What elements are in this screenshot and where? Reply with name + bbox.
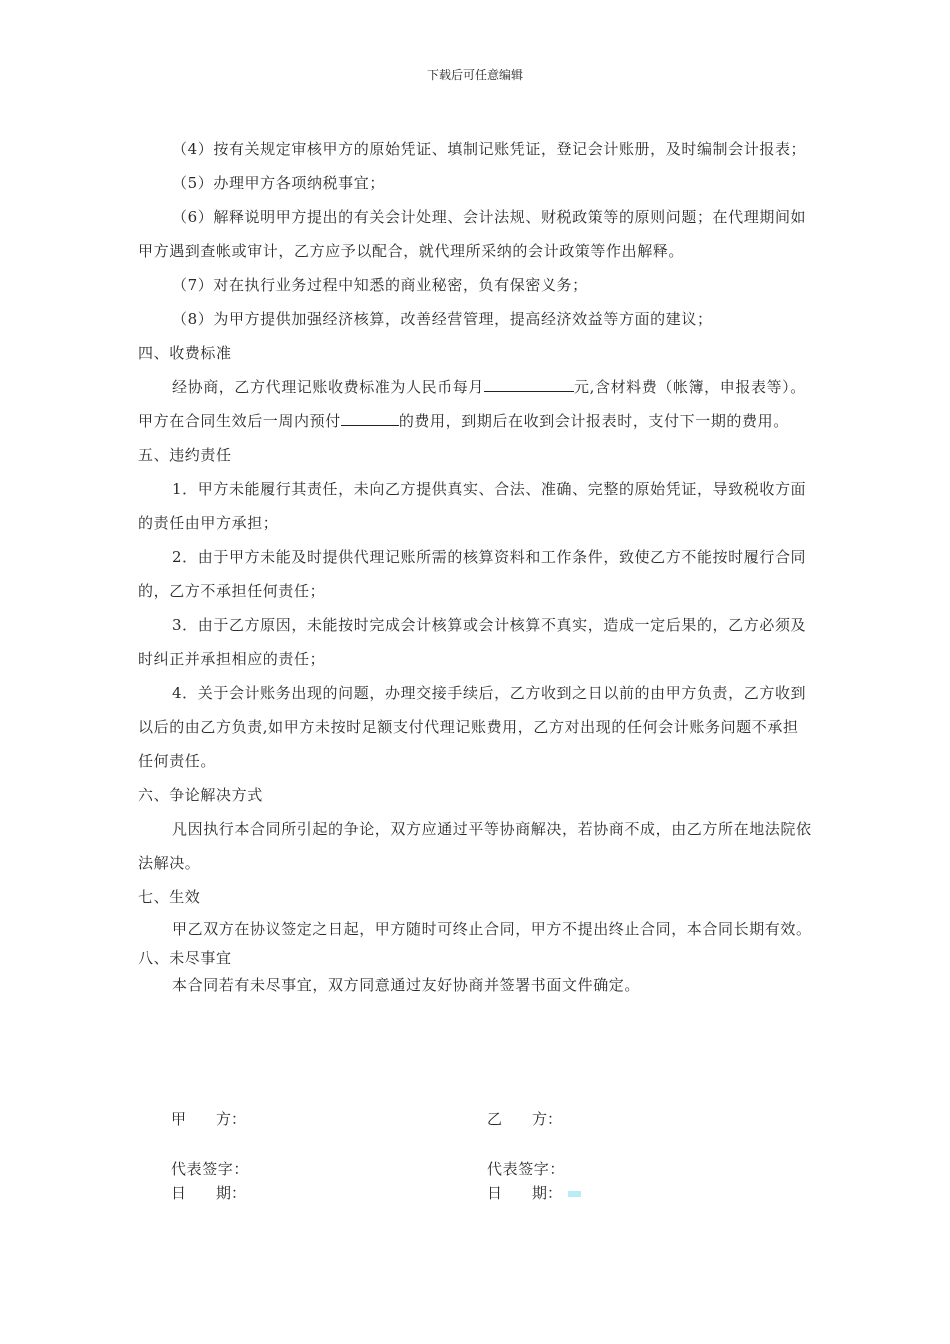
dispute-clause: 凡因执行本合同所引起的争论，双方应通过平等协商解决，若协商不成，由乙方所在地法院依法解决。 [138,820,812,872]
party-a-label: 甲 方： [171,1110,247,1128]
highlight-mark [568,1191,581,1197]
party-a-date-label: 日 期： [171,1184,247,1202]
party-b-label: 乙 方： [487,1110,563,1128]
clause-item-8: （8）为甲方提供加强经济核算，改善经营管理，提高经济效益等方面的建议； [172,310,713,328]
misc-clause: 本合同若有未尽事宜，双方同意通过友好协商并签署书面文件确定。 [172,976,641,994]
party-a-rep-label: 代表签字： [171,1160,250,1178]
breach-clause-1: 1．甲方未能履行其责任，未向乙方提供真实、合法、准确、完整的原始凭证，导致税收方面的责任由甲方承担； [138,480,807,532]
breach-clause-2: 2．由于甲方未能及时提供代理记账所需的核算资料和工作条件，致使乙方不能按时履行合同的，乙方不承担任何责任； [138,548,807,600]
contract-body [138,132,813,999]
clause-item-5: （5）办理甲方各项纳税事宜； [172,174,385,192]
section-8-title: 八、未尽事宜 [138,949,232,967]
breach-clause-3: 3．由于乙方原因，未能按时完成会计核算或会计核算不真实，造成一定后果的，乙方必须及时纠正并承担相应的责任； [138,616,807,668]
effect-clause: 甲乙双方在协议签定之日起，甲方随时可终止合同，甲方不提出终止合同，本合同长期有效。 [172,920,812,938]
section-5-title: 五、违约责任 [138,446,232,464]
fee-text-2: 元,含材料费（帐簿，申报表等）。甲方在合同生效后一周内预付 [138,378,806,430]
fee-paragraph [138,370,813,438]
header-note: 下载后可任意编辑 [426,68,523,82]
clause-item-7: （7）对在执行业务过程中知悉的商业秘密，负有保密义务； [172,276,588,294]
party-b-rep-label: 代表签字： [487,1160,566,1178]
fee-text-3: 的费用，到期后在收到会计报表时，支付下一期的费用。 [398,412,789,430]
section-7-title: 七、生效 [138,888,201,906]
section-6-title: 六、争论解决方式 [138,786,263,804]
fee-amount-blank [484,373,574,392]
breach-clause-4: 4．关于会计账务出现的问题，办理交接手续后，乙方收到之日以前的由甲方负责，乙方收到以后的由乙方负责,如甲方未按时足额支付代理记账费用，乙方对出现的任何会计账务问题不承担任何责任。 [138,684,807,770]
section-4-title: 四、收费标准 [138,344,232,362]
party-b-date-label: 日 期： [487,1184,563,1202]
prepay-amount-blank [341,407,399,426]
clause-item-4: （4）按有关规定审核甲方的原始凭证、填制记账凭证，登记会计账册，及时编制会计报表； [172,140,807,158]
fee-text-1: 经协商，乙方代理记账收费标准为人民币每月 [172,378,485,396]
clause-item-6: （6）解释说明甲方提出的有关会计处理、会计法规、财税政策等的原则问题；在代理期间如甲方遇到查帐或审计，乙方应予以配合，就代理所采纳的会计政策等作出解释。 [138,208,807,260]
